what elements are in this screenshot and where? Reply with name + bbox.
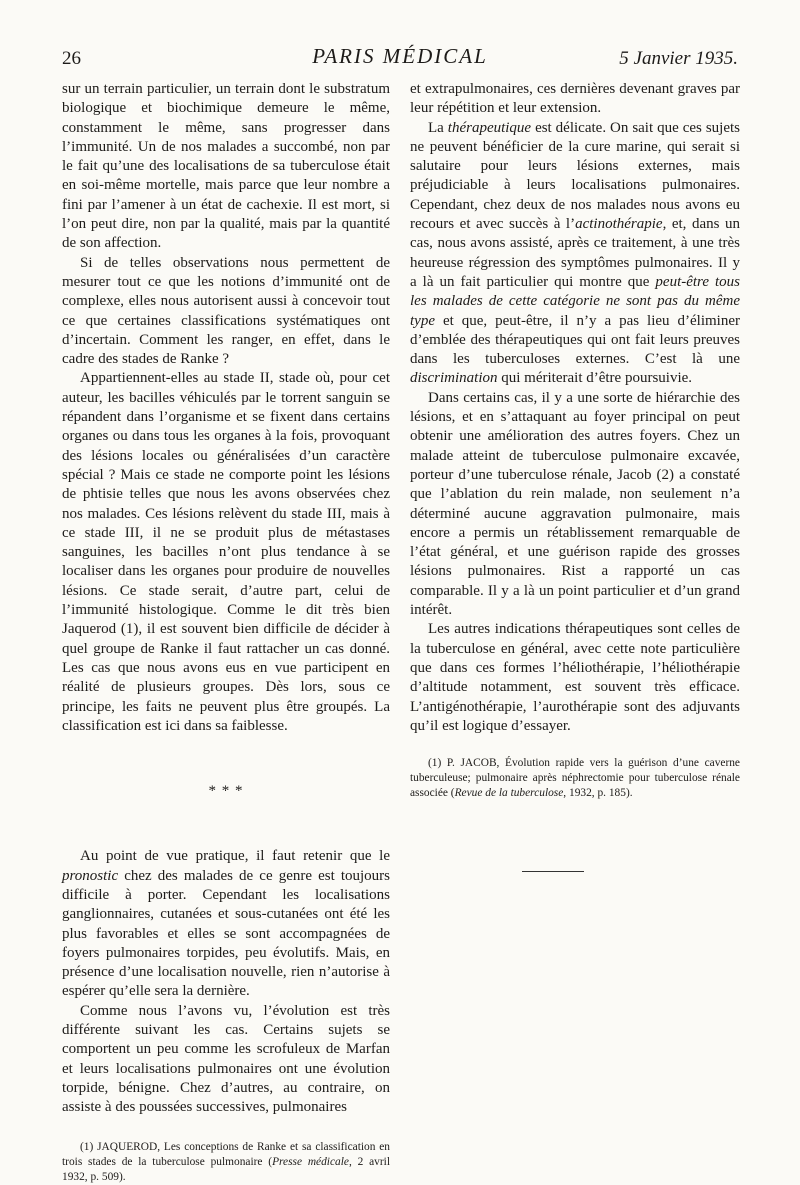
right-column	[410, 80, 740, 872]
section-separator: * * *	[208, 783, 244, 800]
journal-title: PARIS MÉDICAL	[312, 44, 488, 68]
page-number: 26	[62, 48, 81, 69]
emphasis: thérapeutique	[447, 119, 532, 136]
footnote-text	[62, 1140, 390, 1185]
text-run: La	[428, 119, 448, 136]
text-run: (1) JAQUEROD, Les conceptions de Ranke et sa classification en trois stades de la tuberculose pulmonaire (	[62, 1140, 390, 1168]
page-header	[62, 42, 738, 78]
text-run: et que, peut-être, il n’y a pas lieu d’éliminer d’emblée des thérapeutiques qui ont fait leurs preuves dans les tuberculoses externes. C’est là une	[410, 312, 740, 368]
footnote-text	[410, 756, 740, 801]
paragraph: sur un terrain particulier, un terrain dont le substratum biologique et biochimique demeure le même, constamment le même, sans progresser dans l’immunité. Un de nos malades a succombé, non par le fait qu’une des localisations de sa tuberculose était en soi-même mortelle, mais parce que leur nombre a fini par l’amener à un état de cachexie. Il est mort, si l’on peut dire, non par la qualité, mais par la quantité de son affection.	[62, 81, 390, 252]
text-run: (1) P. JACOB, Évolution rapide vers la guérison d’une caverne tuberculeuse; pulmonaire après néphrectomie pour tuberculose rénale associée (	[410, 757, 740, 800]
paragraph	[410, 119, 740, 389]
paragraph: et extrapulmonaires, ces dernières devenant graves par leur répétition et leur extension.	[410, 81, 740, 117]
text-run: , et, dans un cas, nous avons assisté, après ce traitement, à une très heureuse régression des symptômes pulmonaires. Il y a là un fait particulier qui montre que	[410, 216, 740, 290]
paragraph: Comme nous l’avons vu, l’évolution est très différente suivant les cas. Certains sujets se comportent un peu comme les scrofuleux de Marfan et leurs localisations pulmonaires ont une évolution torpide, bénigne. Chez d’autres, au contraire, on assiste à des poussées successives, pulmonaires	[62, 1002, 390, 1116]
footnote	[410, 756, 740, 801]
text-run: qui mériterait d’être poursuivie.	[497, 370, 693, 387]
issue-date: 5 Janvier 1935.	[619, 48, 738, 69]
paragraph: Si de telles observations nous permettent de mesurer tout ce que les notions d’immunité ont de complexe, elles nous autorisent aussi à concevoir tout ce que certaines classifications systématiques ont d’incertain. Comment les ranger, en effet, dans le cadre des stades de Ranke ?	[62, 254, 390, 368]
left-column	[62, 80, 390, 1185]
text-run: , 1932, p. 185).	[563, 787, 633, 800]
paragraph: Appartiennent-elles au stade II, stade où, pour cet auteur, les bacilles véhiculés par le torrent sanguin se répandent dans l’organisme et se fixent dans certains organes ou dans tous les organes à la fois, provoquant des lésions locales ou généralisées d’un caractère spécial ? Mais ce stade ne comporte point les lésions de phtisie telles que nous les avons observées chez nos malades. Ces lésions relèvent du stade III, mais à ce stade III, il ne se produit plus de métastases sanguines, les bacilles n’ont plus tendance à se localiser dans les organes pour produire de nouvelles lésions. Ce stade serait, d’autre part, celui de l’immunité histologique. Comme le dit très bien Jaquerod (1), il est souvent bien difficile de décider à quel groupe de Ranke il faut rattacher un cas donné. Les cas que nous avons eus en vue participent en réalité de plusieurs groupes. Dès lors, sous ce principe, les faits ne peuvent plus être groupés. La classification est ici dans sa faiblesse.	[62, 370, 390, 734]
paragraph	[62, 847, 390, 1001]
emphasis: peut-être tous les malades de cette catégorie ne sont pas du même type	[410, 273, 740, 329]
text-run: chez des malades de ce genre est toujours difficile à porter. Cependant les localisations ganglionnaires, cutanées et sous-cutanées ont été les plus favorables et elles se sont accompagnées de foyers pulmonaires torpides, peu évolutifs. Mais, en présence d’une localisation nouvelle, rien n’autorise à espérer qu’elle sera la dernière.	[62, 867, 390, 1000]
text-run: est délicate. On sait que ces sujets ne peuvent bénéficier de la cure marine, qui serait si salutaire pour leurs lésions externes, mais préjudiciable à leurs localisations pulmonaires. Cependant, chez deux de nos malades nous avons eu recours et avec succès à l’	[410, 119, 740, 233]
end-rule	[522, 871, 584, 872]
paragraph: Dans certains cas, il y a une sorte de hiérarchie des lésions, et en s’attaquant au foyer principal on peut obtenir une amélioration des autres foyers. Chez un malade atteint de tuberculose pulmonaire excavée, porteur d’une tuberculose rénale, Jacob (2) a constaté que l’ablation du rein malade, non seulement n’a déterminé aucune aggravation pulmonaire, mais encore a permis un rétablissement remarquable de l’état général, et une guérison rapide des grosses lésions pulmonaires. Rist a rapporté un cas comparable. Il y a là un point particulier et d’un grand intérêt.	[410, 389, 740, 619]
emphasis: discrimination	[410, 370, 498, 387]
emphasis: Presse médicale	[272, 1155, 349, 1168]
footnote	[62, 1140, 390, 1185]
emphasis: Revue de la tuberculose	[454, 787, 564, 800]
text-run: , 2 avril 1932, p. 509).	[62, 1155, 390, 1183]
emphasis: pronostic	[62, 867, 119, 884]
text-run: Au point de vue pratique, il faut retenir que le	[80, 848, 390, 865]
emphasis: actinothérapie	[575, 216, 663, 233]
paragraph: Les autres indications thérapeutiques sont celles de la tuberculose en général, avec cette note particulière que dans ces formes l’héliothérapie, l’héliothérapie d’altitude notamment, est souvent très efficace. L’antigénothérapie, l’aurothérapie sont des adjuvants qu’il est logique d’essayer.	[410, 621, 740, 734]
